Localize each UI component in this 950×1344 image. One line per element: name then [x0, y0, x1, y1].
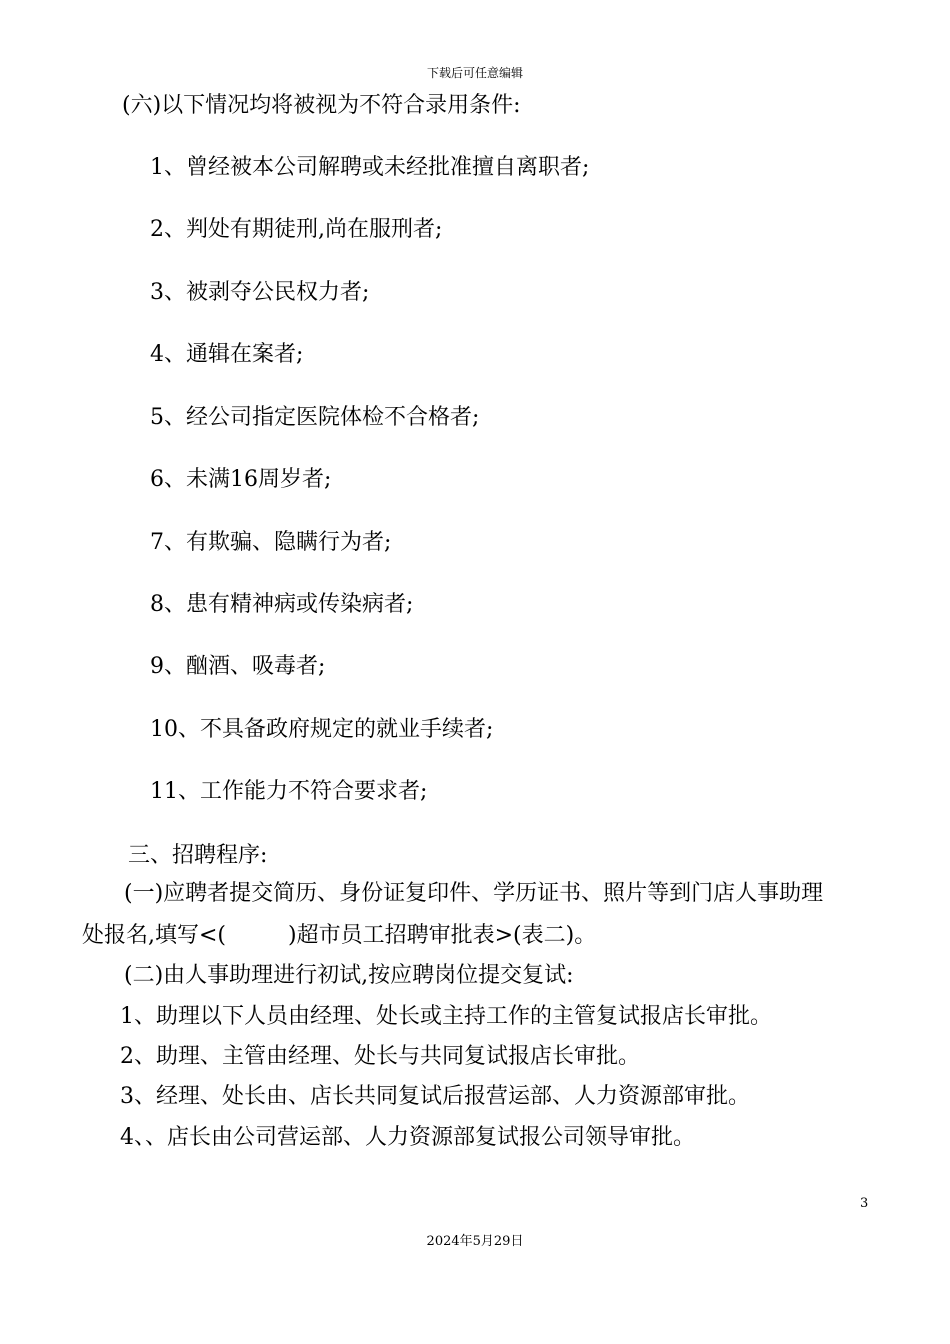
page-header: 下载后可任意编辑 [426, 66, 523, 80]
paragraph-two: (二)由人事助理进行初试,按应聘岗位提交复试: [124, 963, 574, 988]
list-item: 7、有欺骗、隐瞒行为者; [150, 530, 392, 555]
list-item: 1、曾经被本公司解聘或未经批准擅自离职者; [150, 155, 590, 180]
step-item: 3、经理、处长由、店长共同复试后报营运部、人力资源部审批。 [120, 1084, 750, 1109]
page-number: 3 [860, 1196, 869, 1211]
paragraph-one-line-two-end: )超市员工招聘审批表>(表二)。 [288, 923, 597, 948]
list-item: 8、患有精神病或传染病者; [150, 592, 414, 617]
section-six-heading: (六)以下情况均将被视为不符合录用条件: [122, 93, 521, 118]
list-item: 6、未满16周岁者; [150, 467, 332, 492]
paragraph-one-line-two [82, 922, 596, 950]
list-item: 10、不具备政府规定的就业手续者; [150, 717, 494, 742]
paragraph-one-line-one: (一)应聘者提交简历、身份证复印件、学历证书、照片等到门店人事助理 [124, 881, 824, 906]
step-item: 4、、店长由公司营运部、人力资源部复试报公司领导审批。 [120, 1125, 695, 1150]
list-item: 2、判处有期徒刑,尚在服刑者; [150, 217, 443, 242]
list-item: 9、酗酒、吸毒者; [150, 654, 326, 679]
list-item: 3、被剥夺公民权力者; [150, 280, 370, 305]
paragraph-one-line-two-start: 处报名,填写<( [82, 923, 227, 948]
list-item: 11、工作能力不符合要求者; [150, 779, 428, 804]
step-item: 1、助理以下人员由经理、处长或主持工作的主管复试报店长审批。 [120, 1004, 772, 1029]
footer-date: 2024年5月29日 [426, 1234, 524, 1249]
section-three-heading: 三、招聘程序: [128, 843, 268, 868]
list-item: 5、经公司指定医院体检不合格者; [150, 405, 480, 430]
list-item: 4、通辑在案者; [150, 342, 304, 367]
step-item: 2、助理、主管由经理、处长与共同复试报店长审批。 [120, 1044, 640, 1069]
